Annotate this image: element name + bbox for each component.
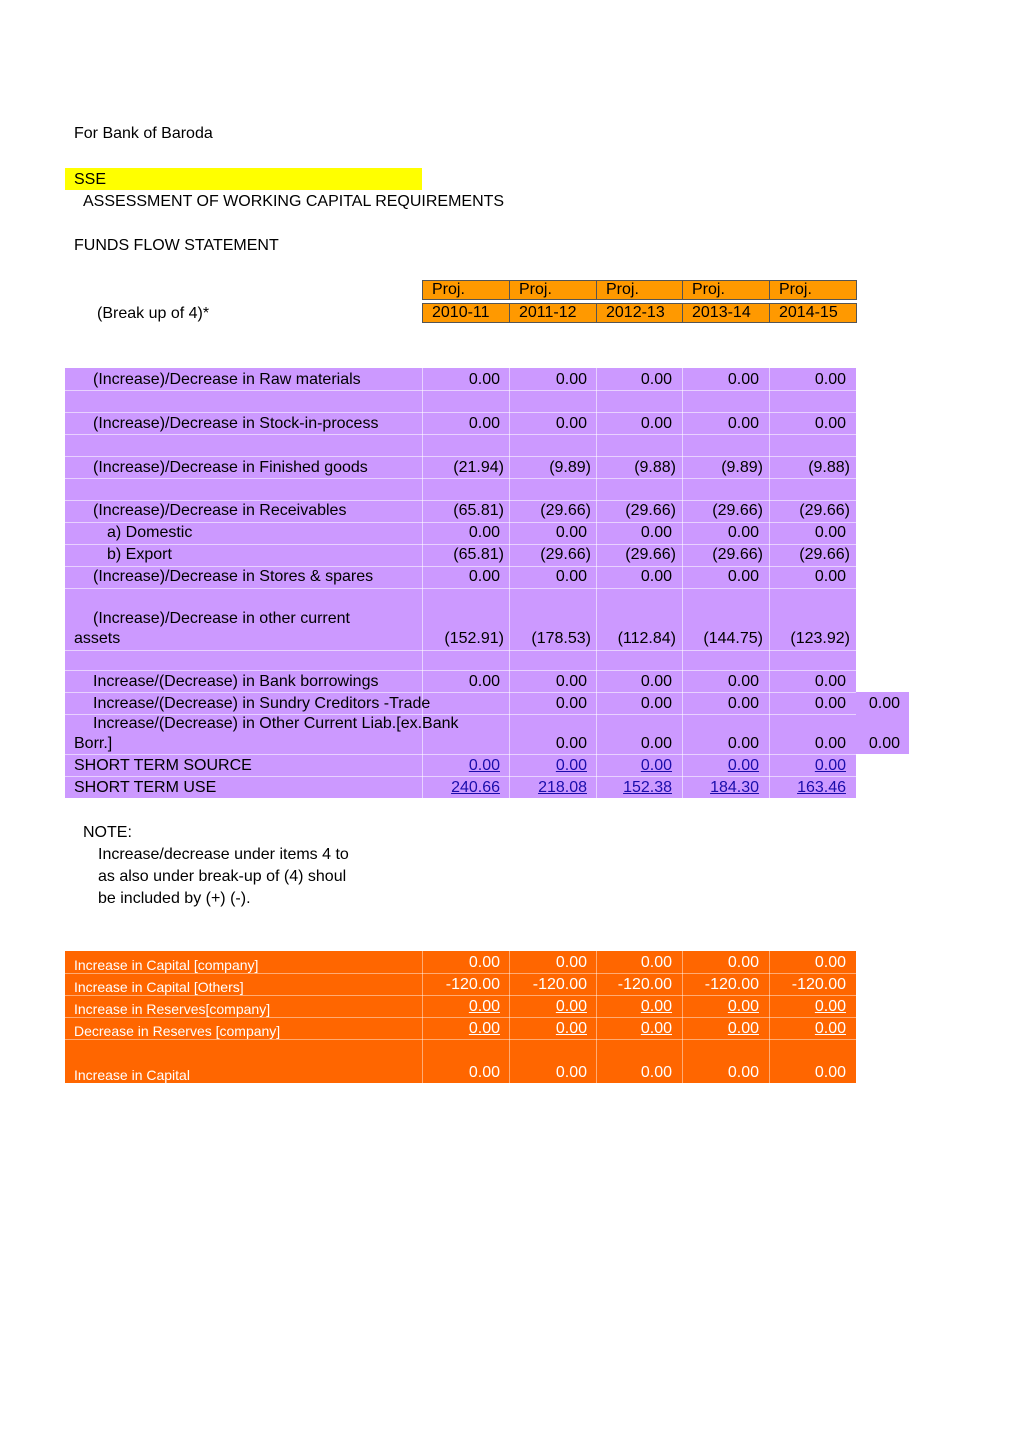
orange-row-label: Increase in Capital	[74, 1067, 190, 1083]
cell: (29.66)	[712, 502, 763, 519]
cell: 0.00	[555, 568, 587, 585]
row-label-bank-borrowings: Increase/(Decrease) in Bank borrowings	[93, 673, 379, 690]
cell: 0.00	[468, 998, 500, 1015]
note-line: be included by (+) (-).	[98, 890, 251, 907]
cell: 0.00	[555, 735, 587, 752]
cell: 0.00	[555, 415, 587, 432]
short-term-use-link[interactable]: 240.66	[451, 779, 500, 796]
cell: 0.00	[555, 954, 587, 971]
cell: 0.00	[640, 1020, 672, 1037]
short-term-source-link[interactable]: 0.00	[555, 757, 587, 774]
cell: (9.89)	[721, 459, 763, 476]
cell: (112.84)	[617, 630, 676, 647]
cell: 0.00	[727, 371, 759, 388]
cell: 0.00	[640, 998, 672, 1015]
cell: 0.00	[555, 371, 587, 388]
cell: -120.00	[791, 976, 846, 993]
cell: (29.66)	[625, 502, 676, 519]
cell: (65.81)	[453, 502, 504, 519]
row-label-raw-materials: (Increase)/Decrease in Raw materials	[93, 371, 361, 388]
cell: 0.00	[814, 735, 846, 752]
cell: 0.00	[468, 1020, 500, 1037]
cell: (21.94)	[453, 459, 504, 476]
cell: (29.66)	[712, 546, 763, 563]
cell: 0.00	[814, 371, 846, 388]
short-term-source-link[interactable]: 0.00	[814, 757, 846, 774]
short-term-use-link[interactable]: 152.38	[623, 779, 672, 796]
orange-row-label: Increase in Capital [company]	[74, 957, 259, 973]
cell: 0.00	[727, 695, 759, 712]
page-title: ASSESSMENT OF WORKING CAPITAL REQUIREMENTS	[83, 193, 505, 210]
col-header-year-2: 2011-12	[509, 303, 597, 323]
col-header-label-4: Proj.	[682, 280, 770, 300]
cell: 0.00	[727, 568, 759, 585]
row-label-finished-goods: (Increase)/Decrease in Finished goods	[93, 459, 368, 476]
short-term-source-link[interactable]: 0.00	[468, 757, 500, 774]
cell: -120.00	[532, 976, 587, 993]
cell: 0.00	[468, 524, 500, 541]
cell: 0.00	[468, 371, 500, 388]
row-label-other-liab-2: Borr.]	[74, 735, 113, 752]
cell: 0.00	[640, 415, 672, 432]
row-label-domestic: a) Domestic	[107, 524, 193, 541]
col-header-label-1: Proj.	[422, 280, 510, 300]
cell: 0.00	[727, 524, 759, 541]
cell: 0.00	[555, 998, 587, 1015]
cell: 0.00	[727, 735, 759, 752]
cell: 0.00	[468, 954, 500, 971]
cell: 0.00	[814, 1020, 846, 1037]
cell: 0.00	[640, 1064, 672, 1081]
cell: 0.00	[727, 1064, 759, 1081]
row-label-other-current-2: assets	[74, 630, 121, 647]
col-header-year-3: 2012-13	[596, 303, 683, 323]
cell: (152.91)	[444, 630, 504, 647]
cell: 0.00	[814, 415, 846, 432]
row-label-export: b) Export	[107, 546, 172, 563]
row-label-stores-spares: (Increase)/Decrease in Stores & spares	[93, 568, 374, 585]
cell: (29.66)	[799, 502, 850, 519]
row-label-stock-in-process: (Increase)/Decrease in Stock-in-process	[93, 415, 379, 432]
statement-title: FUNDS FLOW STATEMENT	[74, 237, 279, 254]
bank-name: For Bank of Baroda	[74, 125, 213, 142]
cell: 0.00	[640, 524, 672, 541]
short-term-use-link[interactable]: 163.46	[797, 779, 846, 796]
cell: (9.88)	[808, 459, 850, 476]
cell: 0.00	[814, 954, 846, 971]
breakup-label: (Break up of 4)*	[97, 305, 210, 322]
col-header-label-3: Proj.	[596, 280, 683, 300]
row-label-sundry-creditors: Increase/(Decrease) in Sundry Creditors -Trade	[93, 695, 431, 712]
short-term-source-link[interactable]: 0.00	[640, 757, 672, 774]
row-label-other-liab: Increase/(Decrease) in Other Current Liab.[ex.Bank	[93, 715, 459, 732]
unit-label: SSE	[74, 171, 107, 188]
note-line: Increase/decrease under items 4 to	[98, 846, 349, 863]
cell: 0.00	[468, 673, 500, 690]
cell: 0.00	[727, 673, 759, 690]
orange-row-label: Increase in Reserves[company]	[74, 1001, 271, 1017]
cell: 0.00	[727, 1020, 759, 1037]
unit-highlight	[65, 168, 422, 190]
cell: (123.92)	[790, 630, 850, 647]
col-header-year-5: 2014-15	[769, 303, 857, 323]
cell: 0.00	[640, 735, 672, 752]
short-term-source-link[interactable]: 0.00	[727, 757, 759, 774]
cell: 0.00	[555, 1064, 587, 1081]
cell: -120.00	[617, 976, 672, 993]
cell: (29.66)	[625, 546, 676, 563]
col-header-label-2: Proj.	[509, 280, 597, 300]
note-title: NOTE:	[83, 824, 132, 841]
cell: 0.00	[814, 568, 846, 585]
cell: 0.00	[468, 568, 500, 585]
cell: 0.00	[814, 524, 846, 541]
cell: 0.00	[727, 415, 759, 432]
cell: (144.75)	[703, 630, 763, 647]
cell: 0.00	[814, 673, 846, 690]
cell: (9.88)	[634, 459, 676, 476]
short-term-use-link[interactable]: 218.08	[538, 779, 587, 796]
cell: 0.00	[727, 998, 759, 1015]
row-label-other-current: (Increase)/Decrease in other current	[93, 610, 350, 627]
cell: 0.00	[640, 954, 672, 971]
cell-extra: 0.00	[868, 735, 900, 752]
short-term-use-link[interactable]: 184.30	[710, 779, 759, 796]
cell: 0.00	[814, 695, 846, 712]
cell: (29.66)	[540, 502, 591, 519]
cell: (9.89)	[549, 459, 591, 476]
cell: -120.00	[445, 976, 500, 993]
cell: 0.00	[555, 524, 587, 541]
cell: 0.00	[727, 954, 759, 971]
orange-row-label: Decrease in Reserves [company]	[74, 1023, 281, 1039]
note-line: as also under break-up of (4) shoul	[98, 868, 347, 885]
cell: 0.00	[814, 1064, 846, 1081]
cell: 0.00	[555, 695, 587, 712]
cell: -120.00	[704, 976, 759, 993]
cell: 0.00	[640, 371, 672, 388]
cell: (178.53)	[531, 630, 591, 647]
cell: 0.00	[640, 695, 672, 712]
cell-extra: 0.00	[868, 695, 900, 712]
cell: (29.66)	[799, 546, 850, 563]
row-label-short-term-use: SHORT TERM USE	[74, 779, 217, 796]
cell: 0.00	[640, 568, 672, 585]
cell: 0.00	[555, 1020, 587, 1037]
cell: 0.00	[468, 415, 500, 432]
cell: (29.66)	[540, 546, 591, 563]
cell: 0.00	[640, 673, 672, 690]
row-label-short-term-source: SHORT TERM SOURCE	[74, 757, 252, 774]
col-header-year-1: 2010-11	[422, 303, 510, 323]
row-label-receivables: (Increase)/Decrease in Receivables	[93, 502, 347, 519]
cell: (65.81)	[453, 546, 504, 563]
col-header-label-5: Proj.	[769, 280, 857, 300]
orange-row-label: Increase in Capital [Others]	[74, 979, 244, 995]
cell: 0.00	[555, 673, 587, 690]
col-header-year-4: 2013-14	[682, 303, 770, 323]
cell: 0.00	[814, 998, 846, 1015]
cell: 0.00	[468, 1064, 500, 1081]
